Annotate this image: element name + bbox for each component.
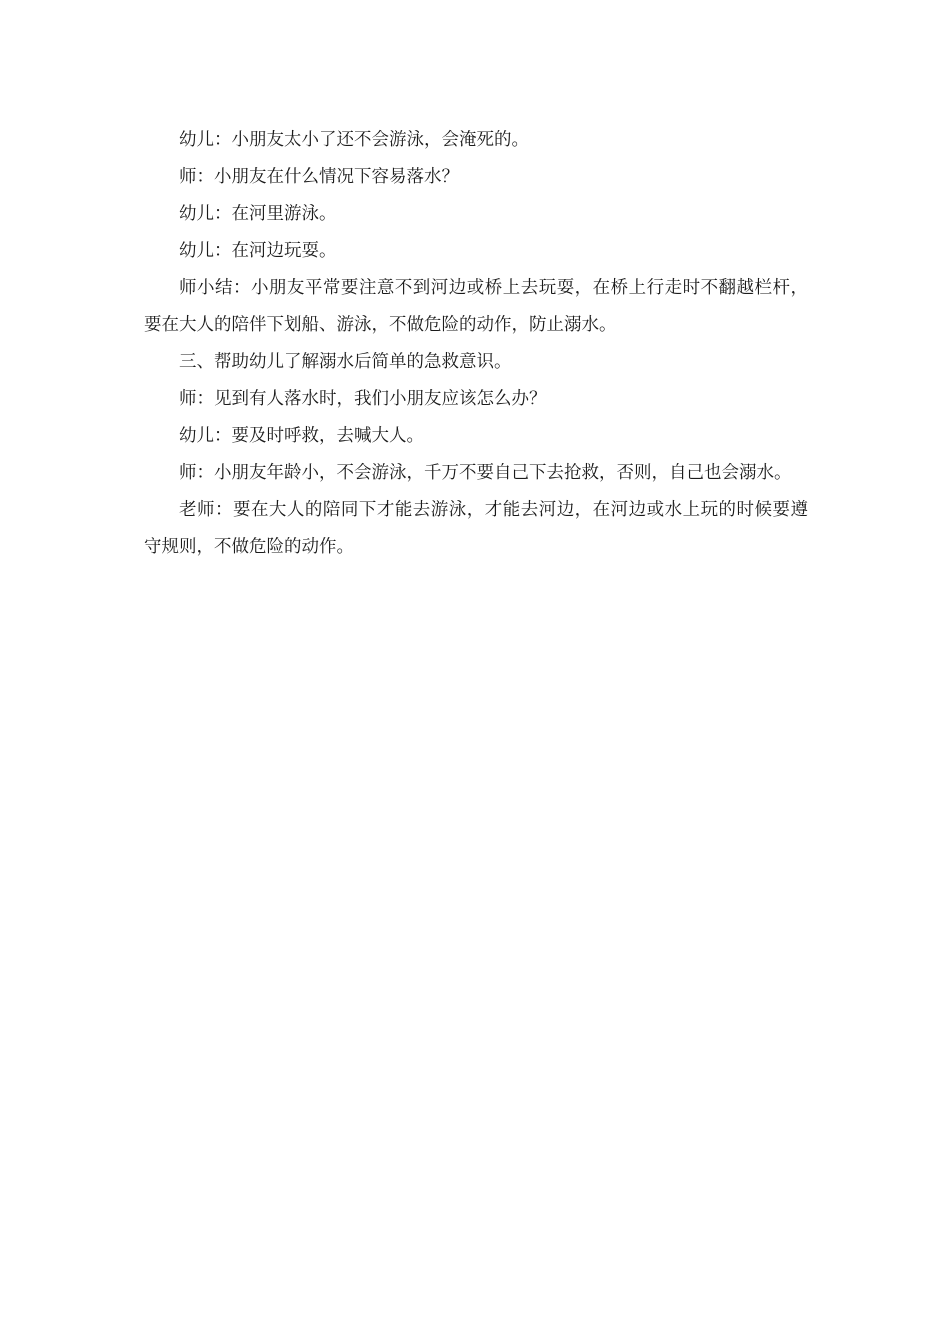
section-heading: 三、帮助幼儿了解溺水后简单的急救意识。 <box>179 352 512 372</box>
dialogue-paragraph-child-answer: 幼儿：在河里游泳。 <box>179 204 337 224</box>
document-body <box>144 122 808 566</box>
dialogue-paragraph-teacher-question: 师：见到有人落水时，我们小朋友应该怎么办？ <box>179 389 547 409</box>
dialogue-paragraph-child-answer: 幼儿：要及时呼救，去喊大人。 <box>179 426 424 446</box>
dialogue-paragraph-teacher-question: 师：小朋友在什么情况下容易落水？ <box>179 167 459 187</box>
dialogue-paragraph-child-answer: 幼儿：在河边玩耍。 <box>179 241 337 261</box>
dialogue-paragraph-child-answer: 幼儿：小朋友太小了还不会游泳，会淹死的。 <box>179 130 529 150</box>
teacher-summary-paragraph: 师小结：小朋友平常要注意不到河边或桥上去玩耍，在桥上行走时不翻越栏杆，要在大人的陪伴下划船、游泳，不做危险的动作，防止溺水。 <box>144 278 808 335</box>
dialogue-paragraph-teacher-conclusion: 老师：要在大人的陪同下才能去游泳，才能去河边，在河边或水上玩的时候要遵守规则，不做危险的动作。 <box>144 500 808 557</box>
dialogue-paragraph-teacher-advice: 师：小朋友年龄小，不会游泳，千万不要自己下去抢救，否则，自己也会溺水。 <box>179 463 792 483</box>
